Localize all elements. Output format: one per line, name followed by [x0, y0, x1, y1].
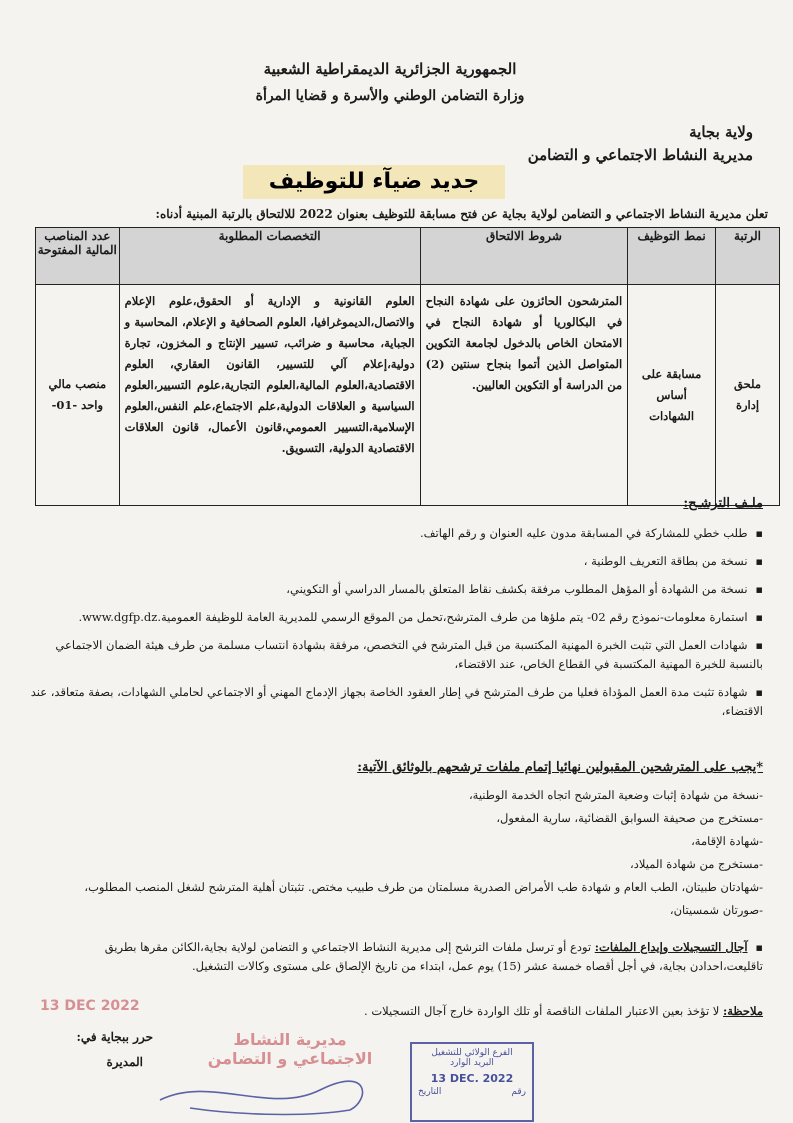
blue-stamp-date-label: التاريخ	[418, 1087, 442, 1097]
list-item: -شهادة الإقامة،	[691, 834, 763, 848]
file-title: ملـف الترشـح:	[683, 496, 763, 511]
file-list	[28, 524, 763, 721]
list-item: -مستخرج من شهادة الميلاد،	[630, 857, 763, 871]
list-item: ▪ نسخة من الشهادة أو المؤهل المطلوب مرفقة بكشف نقاط المتعلق بالمسار الدراسي أو التكويني،	[28, 580, 763, 599]
cell-grade: ملحق إدارة	[716, 285, 780, 506]
header-mode: نمط التوظيف	[628, 228, 716, 285]
deadline-label: آجال التسجيلات وإيداع الملفات:	[594, 940, 748, 954]
note-text: لا تؤخذ بعين الاعتبار الملفات الناقصة أو تلك الواردة خارج آجال التسجيلات .	[364, 1004, 720, 1018]
recruitment-table	[35, 227, 780, 506]
blue-stamp-number-label: رقم	[511, 1087, 526, 1097]
header-positions: عدد المناصب المالية المفتوحة	[36, 228, 120, 285]
list-item: ▪ نسخة من بطاقة التعريف الوطنية ،	[28, 552, 763, 571]
intro-text: تعلن مديرية النشاط الاجتماعي و التضامن لولاية بجاية عن فتح مسابقة للتوظيف بعنوان 2022 للالتحاق بالرتبة المبنية أدناه:	[155, 207, 768, 221]
note-label: ملاحظة:	[723, 1004, 763, 1018]
signature-place: حرر ببجاية في:	[76, 1030, 153, 1044]
deadline-text: تودع أو ترسل ملفات الترشح إلى مديرية النشاط الاجتماعي و التضامن لولاية بجاية،الكائن مقرها بطريق تاقليعت،احدادن بجاية، في أجل أقصاه خمسة عشر (15) يوم عمل، ابتداء من تاريخ الإلصاق على مستوى وكالات التشغيل.	[104, 940, 763, 973]
header-specialties: التخصصات المطلوبة	[119, 228, 420, 285]
blue-stamp-sub: البريد الوارد	[450, 1058, 494, 1068]
deadline-block	[28, 938, 763, 976]
blue-stamp-org: الفرع الولائي للتشغيل	[431, 1048, 513, 1058]
header-grade: الرتبة	[716, 228, 780, 285]
red-org-stamp: مديرية النشاط الاجتماعي و التضامن	[207, 1030, 373, 1068]
list-item: -صورتان شمسيتان،	[669, 903, 763, 917]
header-conditions: شروط الالتحاق	[420, 228, 628, 285]
table-header-row	[36, 228, 780, 285]
signature-director: المديرة	[106, 1055, 143, 1069]
table-row	[36, 285, 780, 506]
cell-conditions: المترشحون الحائزون على شهادة النجاح في البكالوريا أو شهادة النجاح في الامتحان الخاص بالدخول لجامعة التكوين المتواصل الذين أتموا بنجاح سنتين (2) من الدراسة أو التكوين العاليين.	[420, 285, 628, 506]
list-item: ▪ شهادة تثبت مدة العمل المؤداة فعليا من طرف المترشح في إطار العقود الخاصة بجهاز الإدماج المهني أو الاجتماعي لحاملي الشهادات، بصفة متعاقد، عند الاقتضاء،	[28, 683, 763, 721]
job-banner: جديد ضيآء للتوظيف	[243, 165, 505, 199]
list-item: -شهادتان طبيتان، الطب العام و شهادة طب الأمراض الصدرية مسلمتان من طرف طبيب مختص. تثبتان أهلية المترشح لشغل المنصب المطلوب،	[84, 880, 763, 894]
red-date-stamp: 13 DEC 2022	[40, 998, 140, 1014]
list-item: ▪ شهادات العمل التي تثبت الخبرة المهنية المكتسبة من قبل المترشح في التخصص، مرفقة بشهادة انتساب مسلمة من طرف هيئة الضمان الاجتماعي بالنسبة للخبرة المهنية المكتسبة في القطاع الخاص، عند الاقتضاء،	[28, 636, 763, 674]
list-item: -مستخرج من صحيفة السوابق القضائية، سارية المفعول،	[496, 811, 763, 825]
list-item: -نسخة من شهادة إثبات وضعية المترشح اتجاه الخدمة الوطنية،	[468, 788, 763, 802]
accepted-list	[28, 786, 763, 920]
handwritten-signature	[150, 1070, 380, 1120]
list-item: ▪ طلب خطي للمشاركة في المسابقة مدون عليه العنوان و رقم الهاتف.	[28, 524, 763, 543]
blue-reception-stamp	[410, 1042, 534, 1122]
wilaya-title: ولاية بجاية	[689, 123, 753, 141]
cell-mode: مسابقة على أساس الشهادات	[628, 285, 716, 506]
list-item: ▪ استمارة معلومات-نموذج رقم 02- يتم ملؤها من طرف المترشح،تحمل من الموقع الرسمي للمديرية العامة للوظيفة العمومية.www.dgfp.dz.	[28, 608, 763, 627]
cell-specialties: العلوم القانونية و الإدارية أو الحقوق،علوم الإعلام والاتصال،الديموغرافيا، العلوم الصحافية و الإعلام، المحاسبة و الجباية، محاسبة و ضرائب، تسيير الإنتاج و المخزون، تجارة دولية،إعلام آلي للتسيير، القانون العقاري، العلوم الاقتصادية،العلوم المالية،العلوم التجارية،علوم التسيير،العلوم السياسية و العلاقات الدولية،علم الاجتماع،علم النفس،العلوم الإسلامية،التسيير العمومي،قانون الأعمال، قانون العلاقات الاقتصادية الدولية، التسويق.	[119, 285, 420, 506]
ministry-title: وزارة التضامن الوطني والأسرة و قضايا المرأة	[255, 88, 525, 104]
cell-positions: منصب مالي واحد -01-	[36, 285, 120, 506]
republic-title: الجمهورية الجزائرية الديمقراطية الشعبية	[263, 60, 517, 78]
directorate-title: مديرية النشاط الاجتماعي و التضامن	[527, 146, 753, 164]
accepted-title: *يجب على المترشحين المقبولين نهائيا إتمام ملفات ترشحهم بالوثائق الآتية:	[357, 760, 763, 775]
blue-stamp-date: 13 DEC. 2022	[430, 1072, 514, 1085]
